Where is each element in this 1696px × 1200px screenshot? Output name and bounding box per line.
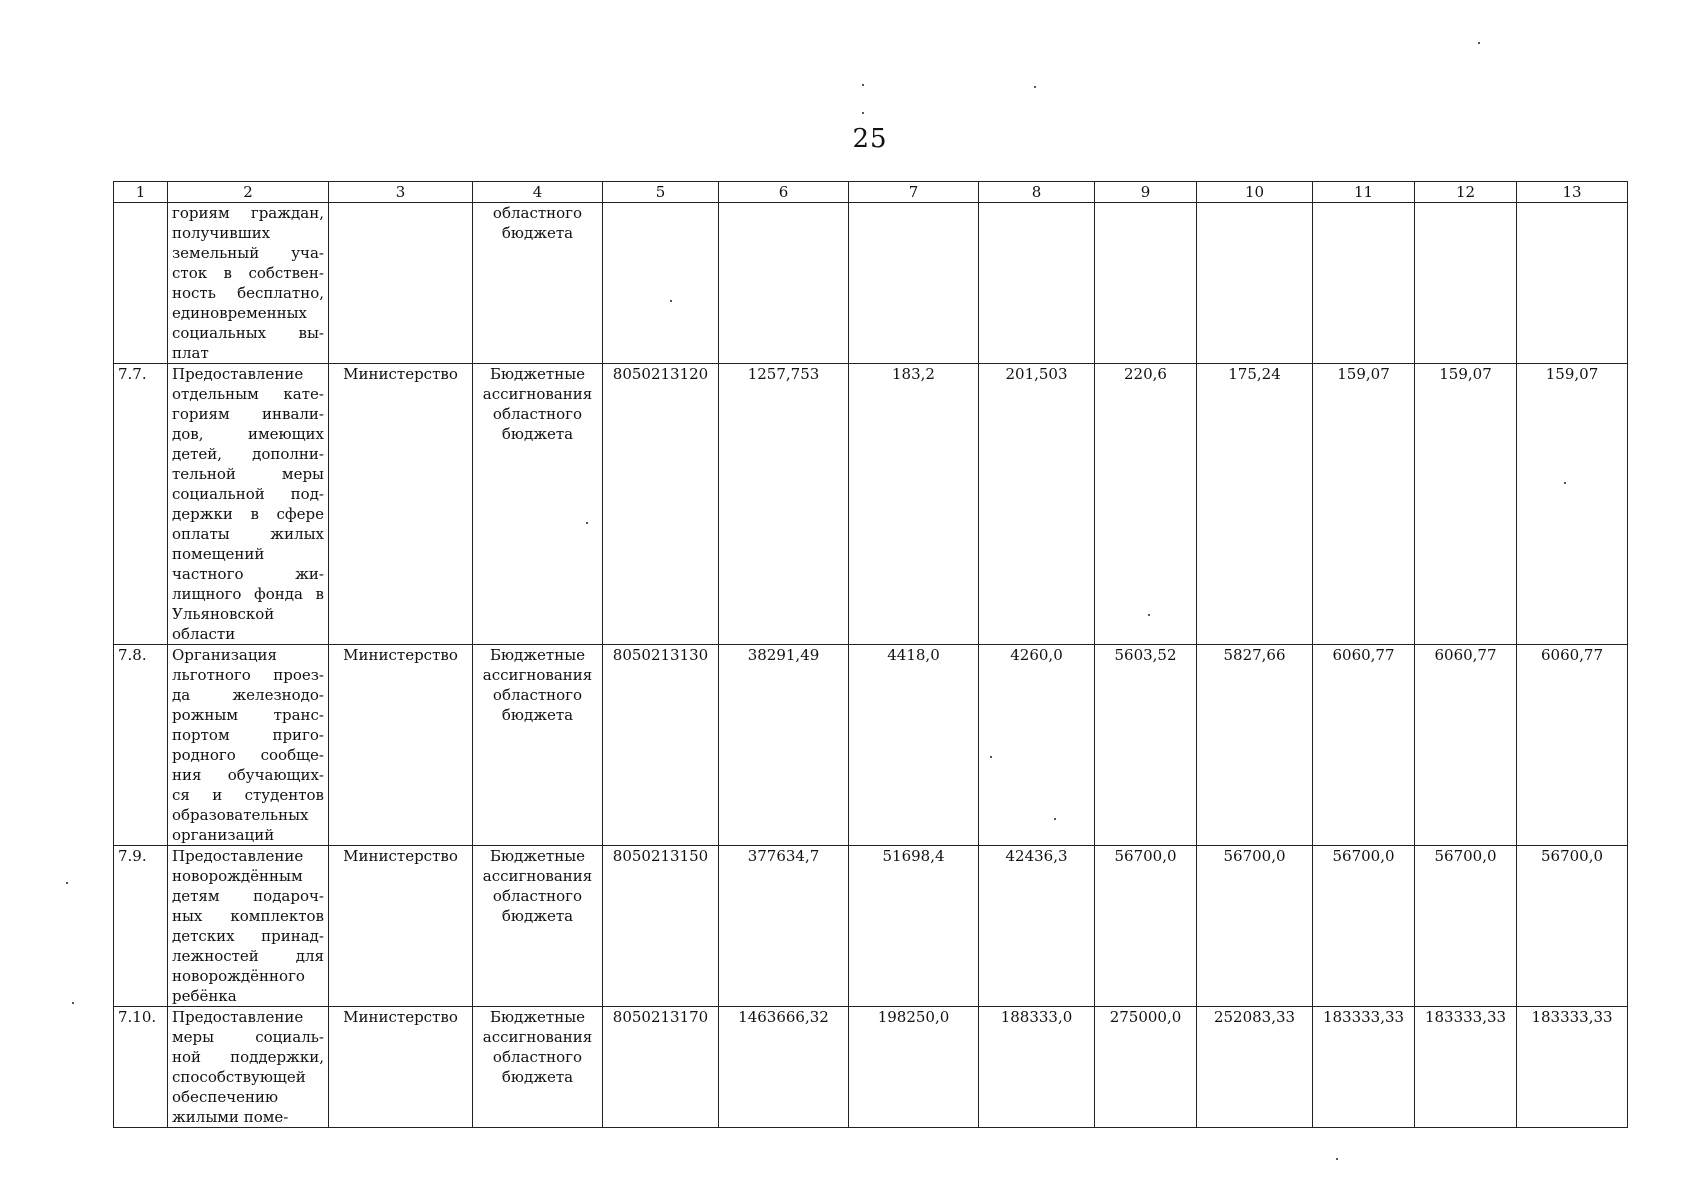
column-number: 2 xyxy=(168,182,329,203)
measure-name-line: отдельным кате- xyxy=(172,385,324,403)
measure-name-line: ных комплектов xyxy=(172,907,324,925)
amount-cell: 188333,0 xyxy=(979,1007,1095,1128)
amount-cell: 6060,77 xyxy=(1313,645,1415,846)
amount-cell: 56700,0 xyxy=(1517,846,1628,1007)
measure-name-line: ся и студентов xyxy=(172,786,324,804)
amount-cell: 183333,33 xyxy=(1517,1007,1628,1128)
amount-cell: 175,24 xyxy=(1197,364,1313,645)
row-number: 7.8. xyxy=(114,645,168,846)
table-row xyxy=(114,203,1628,364)
column-number: 12 xyxy=(1415,182,1517,203)
funding-source-cell xyxy=(473,645,603,846)
amount-cell: 5827,66 xyxy=(1197,645,1313,846)
measure-name-line: родного сообще- xyxy=(172,746,324,764)
measure-name-line: держки в сфере xyxy=(172,505,324,523)
executor-cell: Министерство xyxy=(329,645,473,846)
executor-cell: Министерство xyxy=(329,846,473,1007)
budget-table xyxy=(113,181,1628,1128)
measure-name-line: гориям граждан, xyxy=(172,204,324,222)
amount-cell: 198250,0 xyxy=(849,1007,979,1128)
measure-name-line: земельный уча- xyxy=(172,244,324,262)
amount-cell: 6060,77 xyxy=(1517,645,1628,846)
amount-cell: 1257,753 xyxy=(719,364,849,645)
measure-name-line: единовременных xyxy=(172,304,307,322)
funding-source-cell xyxy=(473,364,603,645)
measure-name-line: детских принад- xyxy=(172,927,324,945)
funding-source-line: Бюджетные xyxy=(489,646,586,664)
column-number-row xyxy=(114,182,1628,203)
measure-name-cell xyxy=(168,203,329,364)
scan-speck xyxy=(66,882,68,884)
amount-cell: 56700,0 xyxy=(1415,846,1517,1007)
row-number: 7.7. xyxy=(114,364,168,645)
amount-cell: 159,07 xyxy=(1517,364,1628,645)
budget-code-cell: 8050213120 xyxy=(603,364,719,645)
funding-source-line: областного xyxy=(492,686,583,704)
table-row xyxy=(114,364,1628,645)
measure-name-line: Предоставление xyxy=(172,1008,304,1026)
table-row xyxy=(114,645,1628,846)
amount-cell: 252083,33 xyxy=(1197,1007,1313,1128)
funding-source-line: областного xyxy=(492,887,583,905)
amount-cell xyxy=(849,203,979,364)
amount-cell xyxy=(1415,203,1517,364)
amount-cell: 42436,3 xyxy=(979,846,1095,1007)
measure-name-line: сток в собствен- xyxy=(172,264,324,282)
scan-speck xyxy=(1478,42,1480,44)
funding-source-line: ассигнования xyxy=(482,666,593,684)
scan-speck xyxy=(862,84,864,86)
executor-cell: Министерство xyxy=(329,364,473,645)
scan-speck xyxy=(1336,1158,1338,1160)
funding-source-line: областного xyxy=(492,204,583,222)
amount-cell: 51698,4 xyxy=(849,846,979,1007)
amount-cell: 38291,49 xyxy=(719,645,849,846)
measure-name-line: Предоставление xyxy=(172,365,304,383)
measure-name-line: новорождённым xyxy=(172,867,303,885)
row-number xyxy=(114,203,168,364)
measure-name-line: области xyxy=(172,625,236,643)
measure-name-line: Организация xyxy=(172,646,277,664)
measure-name-line: портом приго- xyxy=(172,726,324,744)
measure-name-line: гориям инвали- xyxy=(172,405,324,423)
measure-name-line: детям подароч- xyxy=(172,887,324,905)
amount-cell: 159,07 xyxy=(1415,364,1517,645)
funding-source-line: бюджета xyxy=(501,224,574,242)
measure-name-line: да железнодо- xyxy=(172,686,324,704)
amount-cell: 5603,52 xyxy=(1095,645,1197,846)
amount-cell: 56700,0 xyxy=(1197,846,1313,1007)
measure-name-line: социальных вы- xyxy=(172,324,324,342)
measure-name-line: льготного проез- xyxy=(172,666,324,684)
amount-cell: 56700,0 xyxy=(1313,846,1415,1007)
measure-name-cell xyxy=(168,1007,329,1128)
amount-cell: 159,07 xyxy=(1313,364,1415,645)
measure-name-line: рожным транс- xyxy=(172,706,324,724)
funding-source-cell xyxy=(473,846,603,1007)
amount-cell: 201,503 xyxy=(979,364,1095,645)
funding-source-line: Бюджетные xyxy=(489,365,586,383)
measure-name-line: лищного фонда в xyxy=(172,585,324,603)
amount-cell: 4260,0 xyxy=(979,645,1095,846)
measure-name-line: образовательных xyxy=(172,806,309,824)
amount-cell xyxy=(1197,203,1313,364)
amount-cell: 275000,0 xyxy=(1095,1007,1197,1128)
measure-name-line: дов, имеющих xyxy=(172,425,324,443)
measure-name-cell xyxy=(168,846,329,1007)
funding-source-cell xyxy=(473,1007,603,1128)
funding-source-line: бюджета xyxy=(501,706,574,724)
table-row xyxy=(114,1007,1628,1128)
column-number: 4 xyxy=(473,182,603,203)
funding-source-line: ассигнования xyxy=(482,1028,593,1046)
measure-name-line: организаций xyxy=(172,826,275,844)
page-number: 25 xyxy=(852,124,888,154)
row-number: 7.9. xyxy=(114,846,168,1007)
executor-cell: Министерство xyxy=(329,1007,473,1128)
amount-cell: 6060,77 xyxy=(1415,645,1517,846)
funding-source-line: бюджета xyxy=(501,907,574,925)
budget-code-cell xyxy=(603,203,719,364)
measure-name-line: ность бесплатно, xyxy=(172,284,324,302)
column-number: 5 xyxy=(603,182,719,203)
executor-cell xyxy=(329,203,473,364)
funding-source-line: Бюджетные xyxy=(489,1008,586,1026)
column-number: 3 xyxy=(329,182,473,203)
funding-source-cell xyxy=(473,203,603,364)
amount-cell: 377634,7 xyxy=(719,846,849,1007)
measure-name-line: тельной меры xyxy=(172,465,324,483)
measure-name-line: новорождённого xyxy=(172,967,305,985)
measure-name-line: детей, дополни- xyxy=(172,445,324,463)
amount-cell: 56700,0 xyxy=(1095,846,1197,1007)
column-number: 11 xyxy=(1313,182,1415,203)
column-number: 1 xyxy=(114,182,168,203)
table-row xyxy=(114,846,1628,1007)
measure-name-line: социальной под- xyxy=(172,485,324,503)
measure-name-line: жилыми поме- xyxy=(172,1108,289,1126)
amount-cell: 183333,33 xyxy=(1313,1007,1415,1128)
measure-name-line: оплаты жилых xyxy=(172,525,324,543)
measure-name-line: частного жи- xyxy=(172,565,324,583)
budget-code-cell: 8050213150 xyxy=(603,846,719,1007)
measure-name-line: ния обучающих- xyxy=(172,766,324,784)
measure-name-cell xyxy=(168,364,329,645)
measure-name-line: меры социаль- xyxy=(172,1028,324,1046)
column-number: 10 xyxy=(1197,182,1313,203)
budget-code-cell: 8050213130 xyxy=(603,645,719,846)
column-number: 7 xyxy=(849,182,979,203)
amount-cell: 183,2 xyxy=(849,364,979,645)
amount-cell xyxy=(1313,203,1415,364)
budget-code-cell: 8050213170 xyxy=(603,1007,719,1128)
amount-cell: 183333,33 xyxy=(1415,1007,1517,1128)
measure-name-line: Ульяновской xyxy=(172,605,275,623)
amount-cell: 220,6 xyxy=(1095,364,1197,645)
amount-cell: 1463666,32 xyxy=(719,1007,849,1128)
funding-source-line: ассигнования xyxy=(482,385,593,403)
scan-speck xyxy=(862,112,864,114)
amount-cell xyxy=(1095,203,1197,364)
measure-name-line: лежностей для xyxy=(172,947,324,965)
funding-source-line: Бюджетные xyxy=(489,847,586,865)
measure-name-line: Предоставление xyxy=(172,847,304,865)
funding-source-line: ассигнования xyxy=(482,867,593,885)
funding-source-line: бюджета xyxy=(501,425,574,443)
measure-name-line: способствующей xyxy=(172,1068,306,1086)
measure-name-cell xyxy=(168,645,329,846)
scan-speck xyxy=(72,1002,74,1004)
amount-cell xyxy=(979,203,1095,364)
column-number: 9 xyxy=(1095,182,1197,203)
row-number: 7.10. xyxy=(114,1007,168,1128)
measure-name-line: плат xyxy=(172,344,209,362)
measure-name-line: помещений xyxy=(172,545,265,563)
funding-source-line: бюджета xyxy=(501,1068,574,1086)
measure-name-line: обеспечению xyxy=(172,1088,279,1106)
scan-speck xyxy=(1034,86,1036,88)
measure-name-line: ребёнка xyxy=(172,987,237,1005)
column-number: 6 xyxy=(719,182,849,203)
amount-cell: 4418,0 xyxy=(849,645,979,846)
column-number: 8 xyxy=(979,182,1095,203)
measure-name-line: получивших xyxy=(172,224,271,242)
column-number: 13 xyxy=(1517,182,1628,203)
amount-cell xyxy=(1517,203,1628,364)
measure-name-line: ной поддержки, xyxy=(172,1048,324,1066)
funding-source-line: областного xyxy=(492,1048,583,1066)
funding-source-line: областного xyxy=(492,405,583,423)
amount-cell xyxy=(719,203,849,364)
